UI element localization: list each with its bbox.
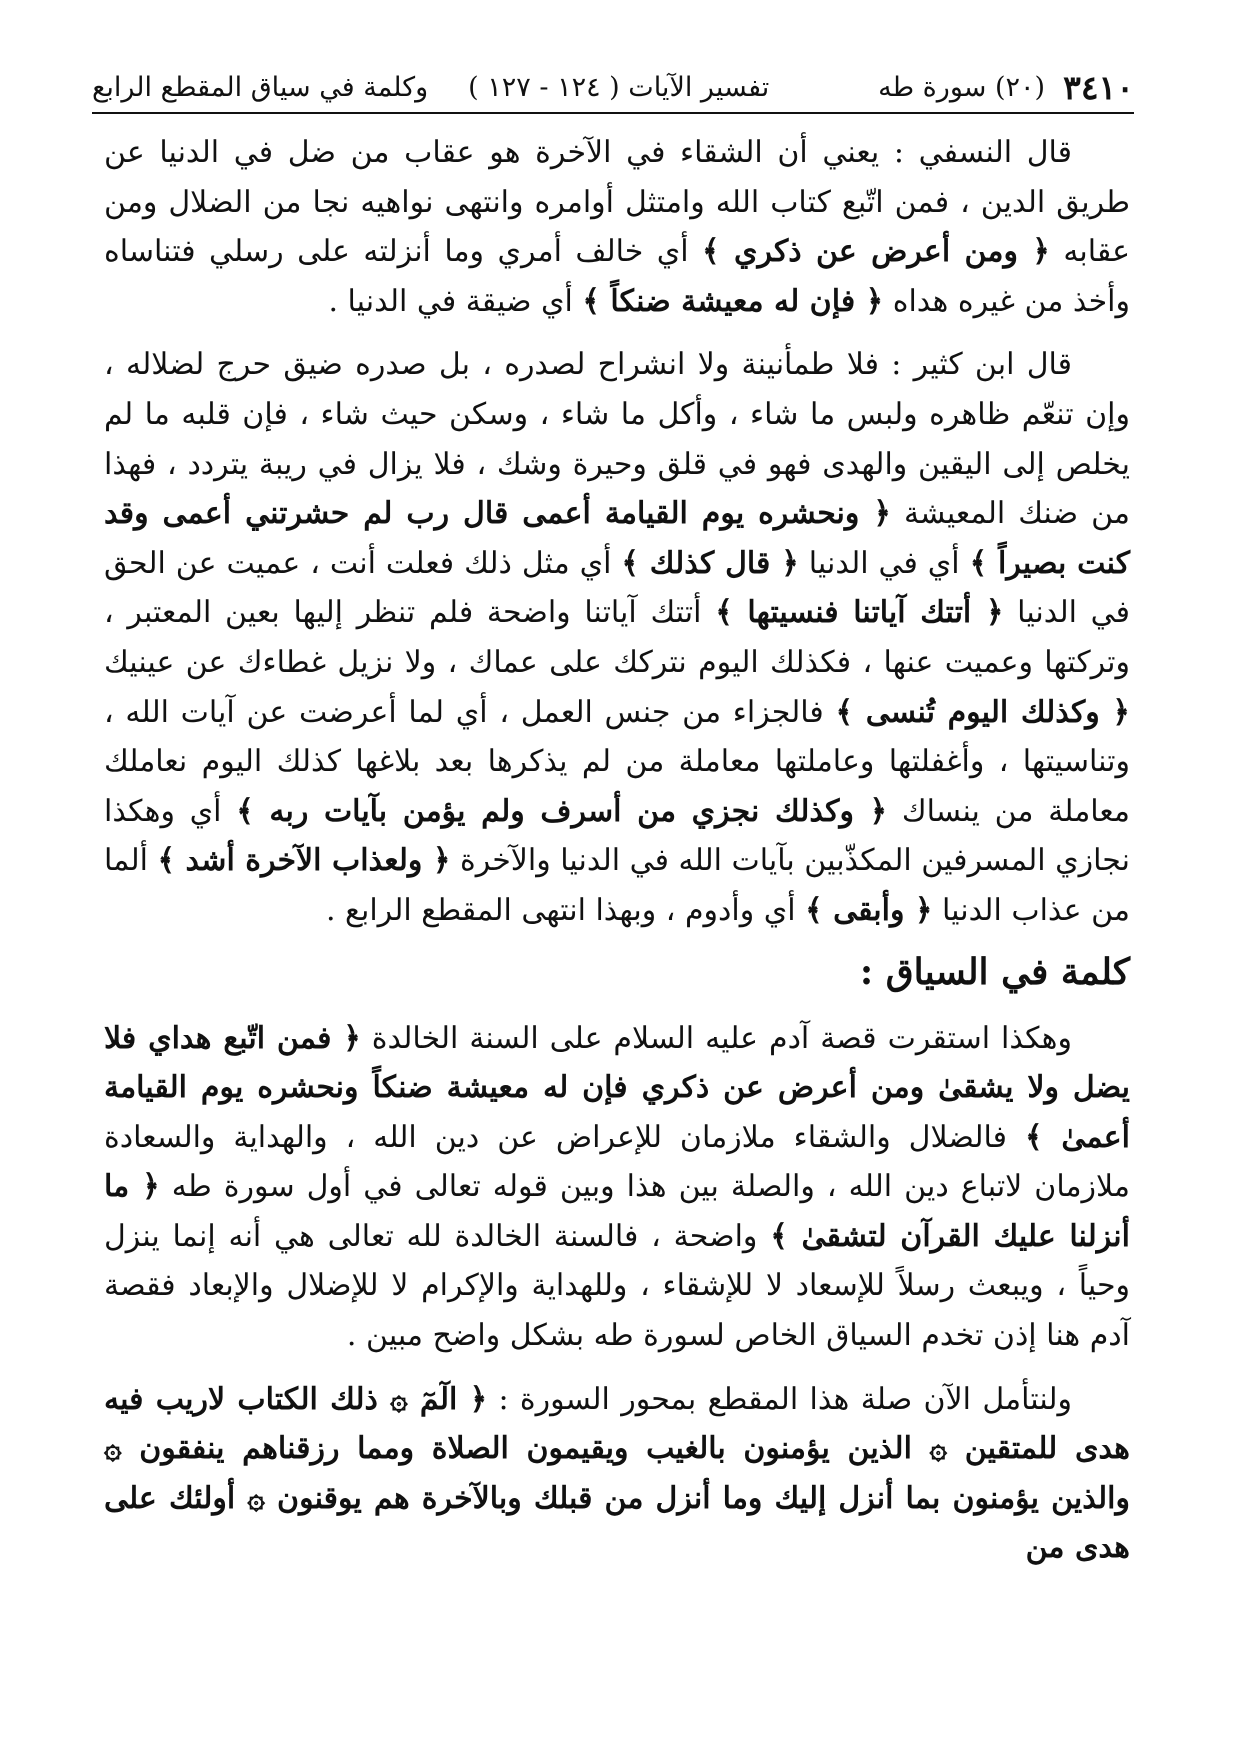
body-run: واضحة ، فالسنة الخالدة لله تعالى هي أنه إنما ينزل وحياً ، ويبعث رسلاً للإسعاد لا للإشقاء ، وللهداية والإكرام لا للإضلال والإبعاد فقصة آدم هنا إذن تخدم السياق الخاص لسورة طه بشكل واضح مبين . — [104, 1218, 1130, 1354]
body-run: أي خالف أمري وما أنزلته على رسلي فتناساه وأخذ من غيره هداه — [104, 234, 1130, 319]
header-right-group — [878, 67, 1134, 107]
section-label: وكلمة في سياق المقطع الرابع — [92, 71, 429, 103]
body-run: أي ضيقة في الدنيا . — [328, 283, 583, 319]
body-run: فالجزاء من جنس العمل ، أي لما أعرضت عن آيات الله ، وتناسيتها ، وأغفلتها وعاملتها معاملة من لم يذكرها بعد بلاغها كذلك اليوم نعاملك معاملة من ينساك — [104, 694, 1130, 829]
page-number: ٣٤١٠ — [1063, 67, 1134, 107]
verses-label: تفسير الآيات ( ١٢٤ - ١٢٧ ) — [468, 71, 770, 103]
body-run: أي وأدوم ، وبهذا انتهى المقطع الرابع . — [325, 892, 806, 928]
running-header — [92, 62, 1134, 114]
body-run: ولنتأمل الآن صلة هذا المقطع بمحور السورة : — [487, 1381, 1072, 1417]
section-heading: كلمة في السياق : — [859, 950, 1130, 993]
body-text — [104, 128, 1130, 1573]
body-run: قال النسفي : يعني أن الشقاء في الآخرة هو عقاب من ضل في الدنيا عن طريق الدين ، فمن اتّبع كتاب الله وامتثل أوامره وانتهى نواهيه نجا من الضلال ومن عقابه — [104, 135, 1131, 270]
surah-label: (٢٠) سورة طه — [878, 71, 1046, 103]
quran-quote: ﴿ ولعذاب الآخرة أشد ﴾ — [157, 843, 451, 879]
paragraph-context — [104, 1014, 1130, 1361]
quran-quote: ﴿ الٓمٓ ۞ ذلك الكتاب لاريب فيه هدى للمتقين ۞ الذين يؤمنون بالغيب ويقيمون الصلاة ومما رزقناهم ينفقون ۞ والذين يؤمنون بما أنزل إليك وما أنزل من قبلك وبالآخرة هم يوقنون ۞ أولئك على هدى من — [104, 1381, 1130, 1566]
quran-quote: ﴿ فمن اتّبع هداي فلا يضل ولا يشقىٰ ومن أعرض عن ذكري فإن له معيشة ضنكاً ونحشره يوم القيامة أعمىٰ ﴾ — [104, 1020, 1131, 1155]
quran-quote: ﴿ ونحشره يوم القيامة أعمى قال رب لم حشرتني أعمى وقد كنت بصيراً ﴾ — [104, 496, 1130, 581]
body-run: أي مثل ذلك فعلت أنت ، عميت عن الحق في الدنيا — [104, 545, 1131, 631]
quran-quote: ﴿ وكذلك نجزي من أسرف ولم يؤمن بآيات ربه ﴾ — [236, 793, 888, 829]
header-left-group — [92, 71, 770, 103]
body-run: أي وهكذا نجازي المسرفين المكذّبين بآيات الله في الدنيا والآخرة — [104, 793, 1130, 879]
quran-quote: ﴿ وكذلك اليوم تُنسى ﴾ — [835, 694, 1130, 730]
body-run: أتتك آياتنا واضحة فلم تنظر إليها بعين المعتبر ، وتركتها وعميت عنها ، فكذلك اليوم نتركك على عماك ، ولا نزيل غطاءك عن عينيك — [104, 595, 1130, 680]
quran-quote: ﴿ ما أنزلنا عليك القرآن لتشقىٰ ﴾ — [104, 1169, 1130, 1254]
paragraph-axis-link — [104, 1375, 1130, 1573]
quran-quote: ﴿ فإن له معيشة ضنكاً ﴾ — [582, 283, 884, 319]
quran-quote: ﴿ قال كذلك ﴾ — [621, 545, 799, 581]
body-run: أي في الدنيا — [798, 545, 970, 581]
body-run: فالضلال والشقاء ملازمان للإعراض عن دين الله ، والهداية والسعادة ملازمان لاتباع دين الله ، والصلة بين هذا وبين قوله تعالى في أول سورة طه — [104, 1119, 1131, 1205]
quran-quote: ﴿ ومن أعرض عن ذكري ﴾ — [702, 234, 1050, 270]
quran-quote: ﴿ أتتك آياتنا فنسيتها ﴾ — [715, 595, 1004, 631]
paragraph-ibn-kathir — [104, 340, 1130, 935]
body-run: ألما من عذاب الدنيا — [104, 843, 1130, 928]
quran-quote: ﴿ وأبقى ﴾ — [805, 892, 933, 928]
body-run: قال ابن كثير : فلا طمأنينة ولا انشراح لصدره ، بل صدره ضيق حرج لضلاله ، وإن تنعّم ظاهره ولبس ما شاء ، وأكل ما شاء ، وسكن حيث شاء ، فإن قلبه ما لم يخلص إلى اليقين والهدى فهو في قلق وحيرة وشك ، فلا يزال في ريبة يتردد ، فهذا من ضنك المعيشة — [104, 347, 1130, 532]
paragraph-nasafi — [104, 128, 1130, 326]
body-run: وهكذا استقرت قصة آدم عليه السلام على السنة الخالدة — [360, 1020, 1072, 1056]
